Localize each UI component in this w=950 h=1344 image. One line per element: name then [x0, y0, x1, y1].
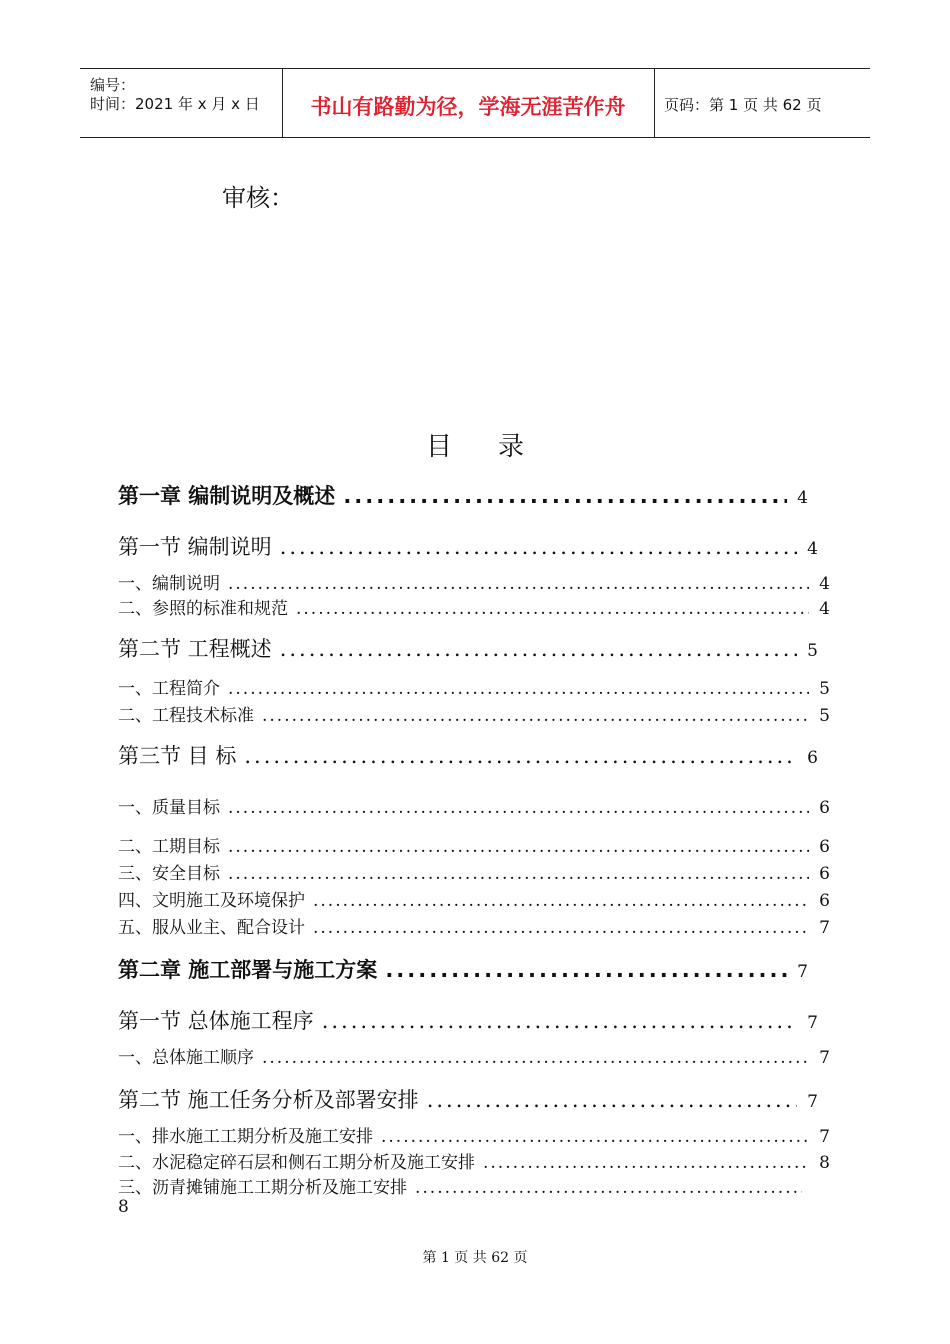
- toc-entry[interactable]: [118, 1084, 818, 1114]
- time-label: 时间：2021 年 x 月 x 日: [90, 95, 260, 113]
- toc-entry-page: 6: [819, 798, 830, 818]
- toc-entry-title: 二、参照的标准和规范: [118, 599, 288, 619]
- toc-entry-title: 第一章 编制说明及概述: [118, 484, 336, 508]
- review-label: 审核：: [222, 184, 294, 212]
- toc-entry[interactable]: [118, 480, 808, 510]
- toc-leader-dots: [313, 891, 809, 911]
- toc-leader-dots: [228, 864, 809, 884]
- toc-entry-page: 5: [807, 641, 818, 661]
- toc-entry-title: 第一节 总体施工程序: [118, 1009, 314, 1033]
- toc-entry-page: 6: [819, 837, 830, 857]
- toc-entry-title: 第三节 目 标: [118, 744, 237, 768]
- toc-entry-page: 7: [819, 1127, 830, 1147]
- toc-entry[interactable]: [118, 954, 808, 984]
- toc-entry[interactable]: [118, 740, 818, 770]
- toc-entry-page: 6: [819, 864, 830, 884]
- toc-entry-page: 4: [797, 488, 808, 508]
- toc-entry-page: 7: [797, 962, 808, 982]
- toc-entry-title: 三、安全目标: [118, 864, 220, 884]
- toc-leader-dots: [228, 679, 809, 699]
- toc-leader-dots: [313, 918, 809, 938]
- toc-entry-title: 四、文明施工及环境保护: [118, 891, 305, 911]
- toc-entry[interactable]: [118, 913, 830, 938]
- toc-leader-dots: [343, 484, 787, 508]
- toc-leader-dots: [415, 1178, 802, 1198]
- toc-entry-title: 第二节 工程概述: [118, 637, 272, 661]
- motto: 书山有路勤为径，学海无涯苦作舟: [310, 95, 626, 119]
- toc-leader-dots: [244, 744, 797, 768]
- toc-entry[interactable]: [118, 674, 830, 699]
- toc-entry[interactable]: [118, 1148, 830, 1173]
- toc-entry-title: 第一节 编制说明: [118, 535, 272, 559]
- toc-entry-page: 4: [819, 599, 830, 619]
- toc-entry-page: 6: [807, 748, 818, 768]
- toc-entry[interactable]: [118, 701, 830, 726]
- toc-entry-page: 7: [807, 1013, 818, 1033]
- toc-entry-title: 一、总体施工顺序: [118, 1048, 254, 1068]
- toc-leader-dots: [280, 535, 797, 559]
- toc-entry-title: 三、沥青摊铺施工工期分析及施工安排: [118, 1178, 407, 1198]
- toc-tail-page: 8: [118, 1197, 129, 1217]
- toc-entry[interactable]: [118, 594, 830, 619]
- toc-leader-dots: [427, 1088, 797, 1112]
- toc-entry-page: 5: [819, 679, 830, 699]
- toc-leader-dots: [322, 1009, 797, 1033]
- toc-leader-dots: [228, 574, 809, 594]
- toc-entry[interactable]: [118, 1122, 830, 1147]
- toc-leader-dots: [228, 798, 809, 818]
- header-table: [80, 68, 870, 138]
- toc-entry-title: 二、工期目标: [118, 837, 220, 857]
- toc-entry-page: 7: [807, 1092, 818, 1112]
- toc-entry-page: 7: [819, 1048, 830, 1068]
- toc-entry[interactable]: [118, 832, 830, 857]
- toc-entry[interactable]: [118, 1173, 812, 1198]
- header-page-cell: [654, 69, 870, 137]
- toc-entry-title: 二、水泥稳定碎石层和侧石工期分析及施工安排: [118, 1153, 475, 1173]
- toc-leader-dots: [385, 958, 787, 982]
- toc-entry-page: 7: [819, 918, 830, 938]
- toc-entry-page: 4: [819, 574, 830, 594]
- toc-entry[interactable]: [118, 793, 830, 818]
- toc-entry[interactable]: [118, 531, 818, 561]
- toc-entry-title: 一、工程简介: [118, 679, 220, 699]
- serial-label: 编号：: [90, 76, 136, 94]
- toc-leader-dots: [381, 1127, 809, 1147]
- toc-entry[interactable]: [118, 1043, 830, 1068]
- header-motto-cell: [282, 69, 655, 137]
- toc-entry[interactable]: [118, 569, 830, 594]
- page-label: 页码：第 1 页 共 62 页: [664, 96, 822, 114]
- toc-entry-title: 一、质量目标: [118, 798, 220, 818]
- toc-leader-dots: [262, 706, 809, 726]
- toc-entry-page: 6: [819, 891, 830, 911]
- toc-leader-dots: [280, 637, 797, 661]
- toc-entry-title: 一、编制说明: [118, 574, 220, 594]
- toc-entry[interactable]: [118, 886, 830, 911]
- toc-entry-page: 4: [807, 539, 818, 559]
- toc-title: 目录: [425, 432, 570, 462]
- toc-leader-dots: [483, 1153, 809, 1173]
- toc-entry-page: 5: [819, 706, 830, 726]
- header-meta-cell: [80, 69, 283, 137]
- toc-entry[interactable]: [118, 859, 830, 884]
- toc-entry[interactable]: [118, 1005, 818, 1035]
- toc-leader-dots: [262, 1048, 809, 1068]
- toc-leader-dots: [296, 599, 809, 619]
- toc-entry-page: 8: [819, 1153, 830, 1173]
- page-footer: 第 1 页 共 62 页: [422, 1250, 528, 1266]
- toc-leader-dots: [228, 837, 809, 857]
- toc-entry-title: 第二章 施工部署与施工方案: [118, 958, 378, 982]
- toc-entry-title: 第二节 施工任务分析及部署安排: [118, 1088, 419, 1112]
- toc-entry-title: 五、服从业主、配合设计: [118, 918, 305, 938]
- toc-entry-title: 一、排水施工工期分析及施工安排: [118, 1127, 373, 1147]
- toc-entry-title: 二、工程技术标准: [118, 706, 254, 726]
- toc-entry[interactable]: [118, 633, 818, 663]
